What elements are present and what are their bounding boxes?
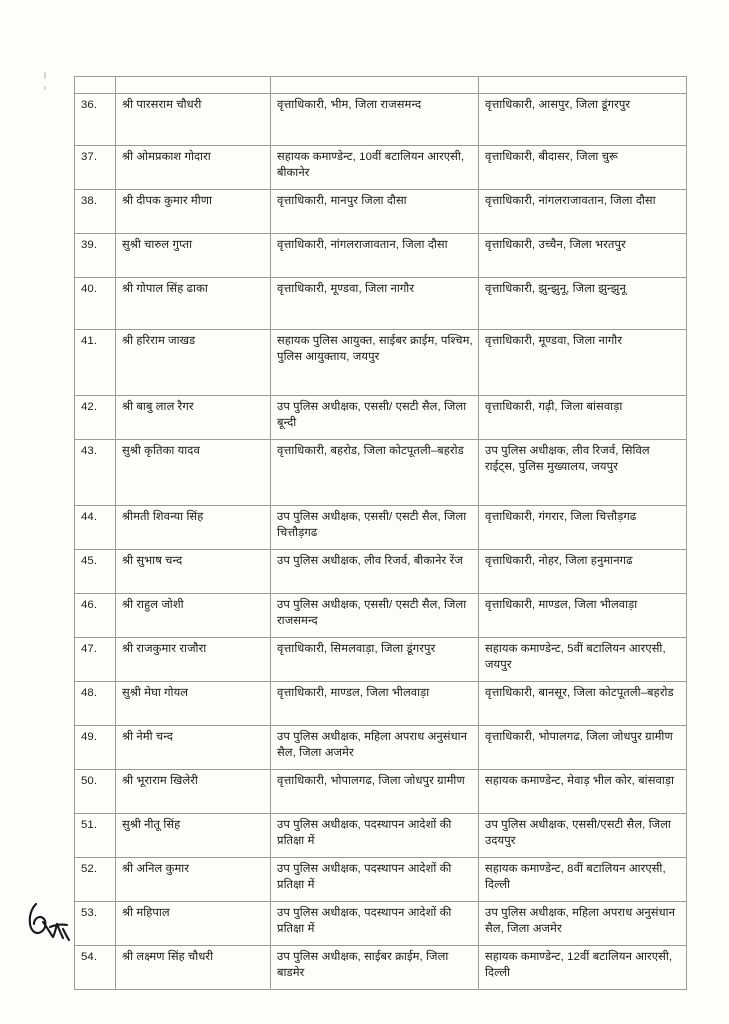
table-row: [75, 234, 687, 278]
cell-new-posting: वृत्ताधिकारी, उच्चैन, जिला भरतपुर: [479, 234, 687, 278]
cell-serial-number: 41.: [75, 330, 116, 396]
cell-new-posting: सहायक कमाण्डेन्ट, 12वीं बटालियन आरएसी, दिल्ली: [479, 946, 687, 990]
cell-officer-name: श्री हरिराम जाखड: [116, 330, 271, 396]
cell-current-posting: उप पुलिस अधीक्षक, महिला अपराध अनुसंधान सैल, जिला अजमेर: [271, 726, 479, 770]
cell-serial-number: 39.: [75, 234, 116, 278]
cell-officer-name: श्री गोपाल सिंह ढाका: [116, 278, 271, 330]
cell-new-posting: वृत्ताधिकारी, बीदासर, जिला चुरू: [479, 146, 687, 190]
cell-serial-number: 50.: [75, 770, 116, 814]
table-row: [75, 506, 687, 550]
cell-officer-name: सुश्री नीतू सिंह: [116, 814, 271, 858]
table-row: [75, 638, 687, 682]
cell-new-posting: सहायक कमाण्डेन्ट, मेवाड़ भील कोर, बांसवाड़ा: [479, 770, 687, 814]
table-row: [75, 550, 687, 594]
cell-current-posting: उप पुलिस अधीक्षक, एससी/ एसटी सैल, जिला राजसमन्द: [271, 594, 479, 638]
cell-serial-number: 53.: [75, 902, 116, 946]
stub-cell-serial: [75, 77, 116, 94]
cell-serial-number: 52.: [75, 858, 116, 902]
cell-current-posting: उप पुलिस अधीक्षक, पदस्थापन आदेशों की प्रतिक्षा में: [271, 902, 479, 946]
cell-current-posting: उप पुलिस अधीक्षक, एससी/ एसटी सैल, जिला चित्तौड़गढ: [271, 506, 479, 550]
cell-new-posting: वृत्ताधिकारी, भोपालगढ, जिला जोधपुर ग्रामीण: [479, 726, 687, 770]
cell-current-posting: उप पुलिस अधीक्षक, पदस्थापन आदेशों की प्रतिक्षा में: [271, 858, 479, 902]
table-row: [75, 190, 687, 234]
cell-current-posting: वृत्ताधिकारी, नांगलराजावतान, जिला दौसा: [271, 234, 479, 278]
stub-cell-name: [116, 77, 271, 94]
cell-current-posting: वृत्ताधिकारी, माण्डल, जिला भीलवाड़ा: [271, 682, 479, 726]
cell-officer-name: श्री भूराराम खिलेरी: [116, 770, 271, 814]
table-row: [75, 858, 687, 902]
cell-officer-name: श्री सुभाष चन्द: [116, 550, 271, 594]
cell-new-posting: वृत्ताधिकारी, नोहर, जिला हनुमानगढ: [479, 550, 687, 594]
cell-new-posting: वृत्ताधिकारी, गढ़ी, जिला बांसवाड़ा: [479, 396, 687, 440]
cell-current-posting: उप पुलिस अधीक्षक, लीव रिजर्व, बीकानेर रेंज: [271, 550, 479, 594]
cell-serial-number: 46.: [75, 594, 116, 638]
cell-officer-name: श्री अनिल कुमार: [116, 858, 271, 902]
scan-artifact-speck: [44, 86, 46, 90]
cell-serial-number: 54.: [75, 946, 116, 990]
table-row: [75, 814, 687, 858]
cell-serial-number: 36.: [75, 94, 116, 146]
cell-serial-number: 37.: [75, 146, 116, 190]
cell-officer-name: सुश्री कृतिका यादव: [116, 440, 271, 506]
cell-serial-number: 44.: [75, 506, 116, 550]
cell-officer-name: श्री नेमी चन्द: [116, 726, 271, 770]
cell-new-posting: वृत्ताधिकारी, बानसूर, जिला कोटपूतली–बहरोड: [479, 682, 687, 726]
table-row: [75, 682, 687, 726]
cell-serial-number: 43.: [75, 440, 116, 506]
table-row: [75, 146, 687, 190]
cell-officer-name: श्री राहुल जोशी: [116, 594, 271, 638]
table-row: [75, 946, 687, 990]
cell-officer-name: श्री दीपक कुमार मीणा: [116, 190, 271, 234]
table-row: [75, 94, 687, 146]
cell-officer-name: श्रीमती शिवन्या सिंह: [116, 506, 271, 550]
cell-serial-number: 47.: [75, 638, 116, 682]
stub-cell-to: [479, 77, 687, 94]
cell-serial-number: 45.: [75, 550, 116, 594]
cell-serial-number: 38.: [75, 190, 116, 234]
cell-officer-name: श्री बाबु लाल रैगर: [116, 396, 271, 440]
table-row: [75, 770, 687, 814]
cell-new-posting: वृत्ताधिकारी, झुन्झुनू, जिला झुन्झुनू: [479, 278, 687, 330]
cell-officer-name: श्री ओमप्रकाश गोदारा: [116, 146, 271, 190]
table-row: [75, 396, 687, 440]
table-row: [75, 278, 687, 330]
transfer-order-table: [74, 76, 687, 990]
cell-current-posting: उप पुलिस अधीक्षक, साईबर क्राईम, जिला बाडमेर: [271, 946, 479, 990]
cell-officer-name: श्री राजकुमार राजौरा: [116, 638, 271, 682]
cell-current-posting: उप पुलिस अधीक्षक, पदस्थापन आदेशों की प्रतिक्षा में: [271, 814, 479, 858]
cell-new-posting: उप पुलिस अधीक्षक, एससी/एसटी सैल, जिला उदयपुर: [479, 814, 687, 858]
cell-current-posting: वृत्ताधिकारी, बहरोड, जिला कोटपूतली–बहरोड: [271, 440, 479, 506]
table-row: [75, 440, 687, 506]
cell-new-posting: वृत्ताधिकारी, गंगरार, जिला चित्तौड़गढ: [479, 506, 687, 550]
cell-officer-name: श्री पारसराम चौधरी: [116, 94, 271, 146]
cell-serial-number: 48.: [75, 682, 116, 726]
cell-officer-name: श्री महिपाल: [116, 902, 271, 946]
cell-new-posting: वृत्ताधिकारी, माण्डल, जिला भीलवाड़ा: [479, 594, 687, 638]
table-stub-row: [75, 77, 687, 94]
table-body: [75, 77, 687, 990]
table-row: [75, 330, 687, 396]
cell-current-posting: वृत्ताधिकारी, भीम, जिला राजसमन्द: [271, 94, 479, 146]
cell-new-posting: वृत्ताधिकारी, आसपुर, जिला डूंगरपुर: [479, 94, 687, 146]
cell-current-posting: वृत्ताधिकारी, सिमलवाड़ा, जिला डूंगरपुर: [271, 638, 479, 682]
scan-artifact-speck: [44, 72, 46, 79]
cell-officer-name: सुश्री चारुल गुप्ता: [116, 234, 271, 278]
cell-current-posting: वृत्ताधिकारी, मूण्डवा, जिला नागौर: [271, 278, 479, 330]
cell-new-posting: उप पुलिस अधीक्षक, लीव रिजर्व, सिविल राईट्स, पुलिस मुख्यालय, जयपुर: [479, 440, 687, 506]
cell-serial-number: 42.: [75, 396, 116, 440]
table-row: [75, 594, 687, 638]
cell-current-posting: वृत्ताधिकारी, मानपुर जिला दौसा: [271, 190, 479, 234]
cell-current-posting: सहायक पुलिस आयुक्त, साईबर क्राईम, पश्चिम, पुलिस आयुक्ताय, जयपुर: [271, 330, 479, 396]
cell-new-posting: वृत्ताधिकारी, मूण्डवा, जिला नागौर: [479, 330, 687, 396]
cell-current-posting: सहायक कमाण्डेन्ट, 10वीं बटालियन आरएसी, बीकानेर: [271, 146, 479, 190]
cell-current-posting: उप पुलिस अधीक्षक, एससी/ एसटी सैल, जिला बून्दी: [271, 396, 479, 440]
cell-serial-number: 40.: [75, 278, 116, 330]
cell-officer-name: सुश्री मेघा गोयल: [116, 682, 271, 726]
table-row: [75, 726, 687, 770]
cell-new-posting: उप पुलिस अधीक्षक, महिला अपराध अनुसंधान सैल, जिला अजमेर: [479, 902, 687, 946]
cell-new-posting: सहायक कमाण्डेन्ट, 5वीं बटालियन आरएसी, जयपुर: [479, 638, 687, 682]
cell-serial-number: 51.: [75, 814, 116, 858]
table-row: [75, 902, 687, 946]
stub-cell-from: [271, 77, 479, 94]
cell-officer-name: श्री लक्ष्मण सिंह चौधरी: [116, 946, 271, 990]
cell-new-posting: वृत्ताधिकारी, नांगलराजावतान, जिला दौसा: [479, 190, 687, 234]
cell-serial-number: 49.: [75, 726, 116, 770]
cell-current-posting: वृत्ताधिकारी, भोपालगढ, जिला जोधपुर ग्रामीण: [271, 770, 479, 814]
cell-new-posting: सहायक कमाण्डेन्ट, 8वीं बटालियन आरएसी, दिल्ली: [479, 858, 687, 902]
